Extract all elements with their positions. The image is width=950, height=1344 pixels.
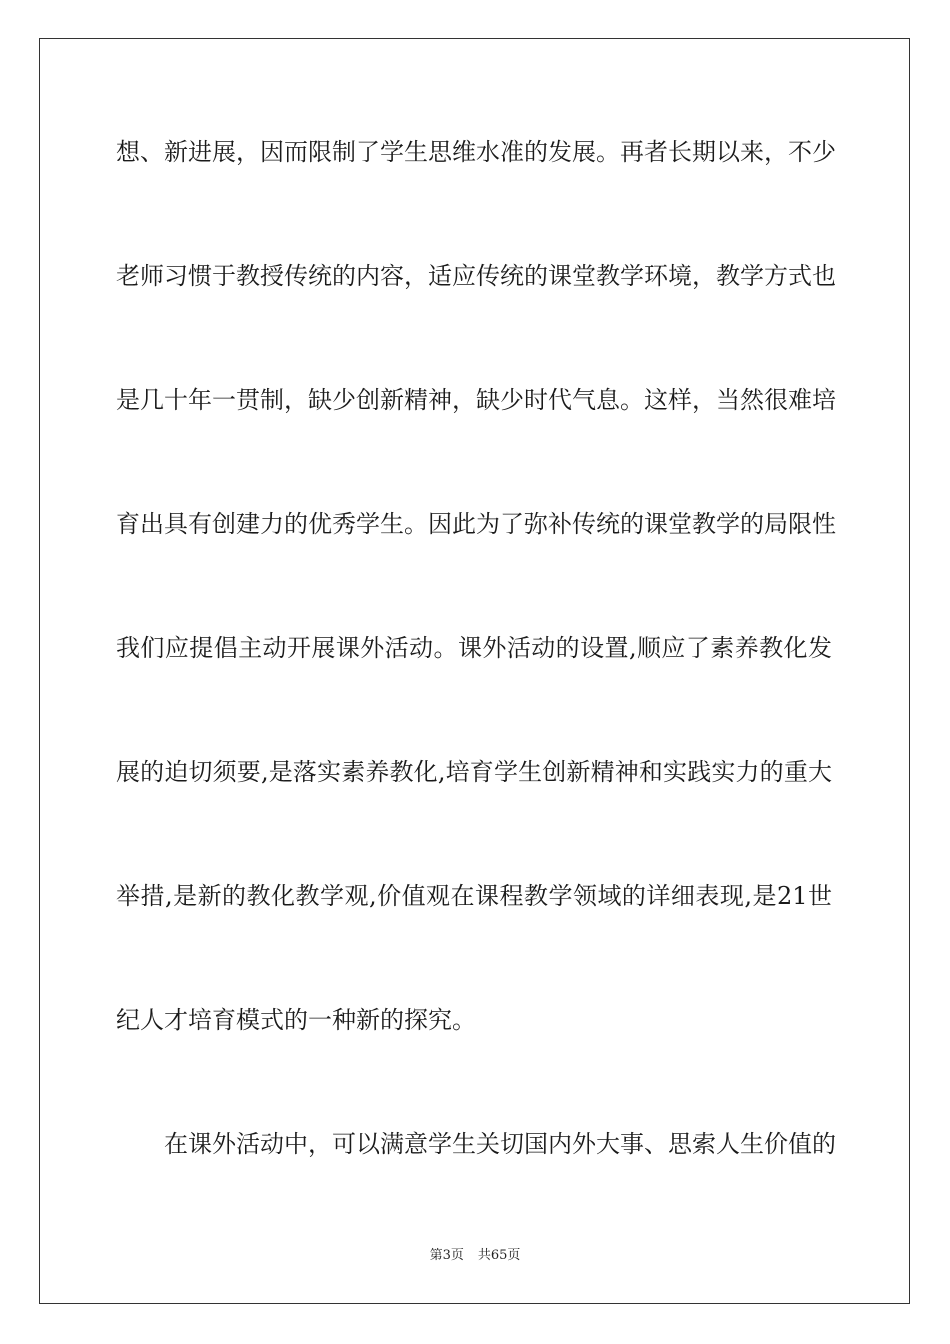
page-footer <box>0 1247 950 1265</box>
body-text-line-3: 是几十年一贯制，缺少创新精神，缺少时代气息。这样，当然很难培 <box>116 386 836 414</box>
body-text-line-8: 纪人才培育模式的一种新的探究。 <box>116 1006 476 1034</box>
body-text-line-5: 我们应提倡主动开展课外活动。课外活动的设置,顺应了素养教化发 <box>116 634 832 662</box>
page-border <box>39 38 910 1304</box>
page-number: 第3页 <box>429 1248 464 1263</box>
page-total: 共65页 <box>477 1248 521 1263</box>
body-text-line-4: 育出具有创建力的优秀学生。因此为了弥补传统的课堂教学的局限性 <box>116 510 836 538</box>
body-text-line-9: 在课外活动中，可以满意学生关切国内外大事、思索人生价值的 <box>164 1130 836 1158</box>
body-text-line-2: 老师习惯于教授传统的内容，适应传统的课堂教学环境，教学方式也 <box>116 262 836 290</box>
body-text-line-1: 想、新进展，因而限制了学生思维水准的发展。再者长期以来，不少 <box>116 138 836 166</box>
body-text-line-7: 举措,是新的教化教学观,价值观在课程教学领域的详细表现,是21世 <box>116 882 832 910</box>
body-text-line-6: 展的迫切须要,是落实素养教化,培育学生创新精神和实践实力的重大 <box>116 758 832 786</box>
